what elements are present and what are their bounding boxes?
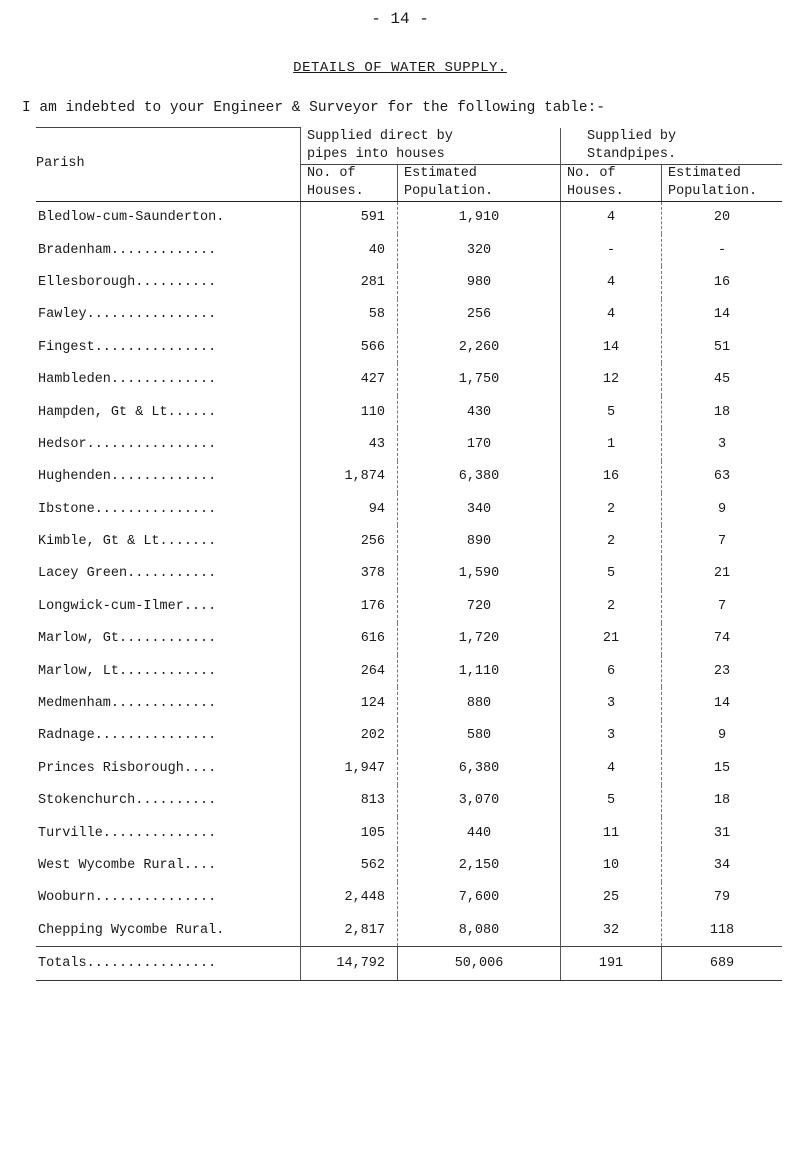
cell-standpipe-houses: 21	[561, 623, 662, 655]
cell-standpipe-population: 74	[662, 623, 783, 655]
cell-parish: Hambleden.............	[38, 372, 217, 388]
cell-direct-houses: 202	[301, 720, 398, 752]
cell-standpipe-houses: 4	[561, 201, 662, 234]
cell-direct-houses: 378	[301, 558, 398, 590]
cell-parish: Hughenden.............	[38, 469, 217, 485]
header-standpipe-group	[561, 128, 783, 165]
cell-standpipe-population: 45	[662, 363, 783, 395]
table-row	[36, 266, 782, 298]
table-row	[36, 201, 782, 234]
page-number: - 14 -	[371, 10, 429, 28]
header-standpipe-houses-line1: No. of	[567, 165, 616, 181]
cell-standpipe-population: -	[662, 234, 783, 266]
cell-direct-houses: 562	[301, 849, 398, 881]
cell-direct-population: 256	[398, 299, 561, 331]
cell-parish: Wooburn...............	[38, 890, 217, 906]
cell-direct-population: 980	[398, 266, 561, 298]
cell-direct-population: 1,910	[398, 201, 561, 234]
totals-direct-houses: 14,792	[301, 947, 398, 980]
cell-parish: Hedsor................	[38, 436, 217, 452]
table-body	[36, 201, 782, 980]
table-row	[36, 720, 782, 752]
table-row	[36, 914, 782, 947]
table-row	[36, 752, 782, 784]
table-row	[36, 817, 782, 849]
cell-parish: Fawley................	[38, 307, 217, 323]
cell-parish: West Wycombe Rural....	[38, 858, 217, 873]
header-direct-houses-line2: Houses.	[307, 183, 364, 199]
cell-direct-houses: 616	[301, 623, 398, 655]
cell-direct-population: 440	[398, 817, 561, 849]
cell-direct-population: 1,720	[398, 623, 561, 655]
cell-parish: Chepping Wycombe Rural.	[38, 922, 225, 938]
cell-parish: Turville..............	[38, 825, 217, 841]
cell-direct-houses: 566	[301, 331, 398, 363]
cell-direct-population: 170	[398, 428, 561, 460]
cell-direct-population: 580	[398, 720, 561, 752]
cell-standpipe-houses: 5	[561, 785, 662, 817]
table-row	[36, 396, 782, 428]
cell-standpipe-houses: 25	[561, 882, 662, 914]
cell-direct-population: 890	[398, 525, 561, 557]
header-parish	[36, 128, 301, 202]
header-standpipe-population	[662, 164, 783, 201]
cell-direct-houses: 124	[301, 687, 398, 719]
cell-direct-houses: 264	[301, 655, 398, 687]
cell-direct-houses: 40	[301, 234, 398, 266]
cell-direct-population: 2,260	[398, 331, 561, 363]
cell-direct-population: 7,600	[398, 882, 561, 914]
cell-direct-houses: 281	[301, 266, 398, 298]
cell-standpipe-population: 18	[662, 785, 783, 817]
cell-direct-houses: 1,947	[301, 752, 398, 784]
totals-standpipe-houses: 191	[561, 947, 662, 980]
cell-standpipe-houses: 6	[561, 655, 662, 687]
cell-standpipe-population: 9	[662, 493, 783, 525]
cell-direct-houses: 176	[301, 590, 398, 622]
table-row	[36, 623, 782, 655]
cell-standpipe-houses: 3	[561, 687, 662, 719]
table-row	[36, 785, 782, 817]
cell-parish: Bledlow-cum-Saunderton.	[38, 210, 225, 226]
cell-standpipe-houses: 10	[561, 849, 662, 881]
cell-direct-houses: 2,448	[301, 882, 398, 914]
cell-standpipe-population: 63	[662, 461, 783, 493]
cell-parish: Bradenham.............	[38, 242, 217, 258]
cell-parish: Marlow, Lt............	[38, 663, 217, 679]
cell-standpipe-population: 3	[662, 428, 783, 460]
cell-standpipe-houses: 2	[561, 493, 662, 525]
cell-standpipe-houses: 1	[561, 428, 662, 460]
cell-standpipe-population: 14	[662, 687, 783, 719]
cell-direct-population: 6,380	[398, 461, 561, 493]
cell-standpipe-population: 18	[662, 396, 783, 428]
totals-row	[36, 947, 782, 980]
table-row	[36, 461, 782, 493]
water-supply-table	[36, 127, 782, 981]
table-row	[36, 363, 782, 395]
cell-direct-houses: 256	[301, 525, 398, 557]
cell-standpipe-houses: 11	[561, 817, 662, 849]
cell-parish: Marlow, Gt............	[38, 631, 217, 647]
header-direct-houses-line1: No. of	[307, 165, 356, 181]
cell-direct-population: 3,070	[398, 785, 561, 817]
header-standpipe-houses	[561, 164, 662, 201]
cell-parish: Kimble, Gt & Lt.......	[38, 534, 217, 550]
cell-standpipe-houses: 12	[561, 363, 662, 395]
table-row	[36, 234, 782, 266]
cell-standpipe-population: 79	[662, 882, 783, 914]
header-direct-line1: Supplied direct by	[307, 128, 453, 144]
cell-standpipe-houses: 16	[561, 461, 662, 493]
table-row	[36, 590, 782, 622]
cell-direct-population: 880	[398, 687, 561, 719]
header-direct-population	[398, 164, 561, 201]
cell-direct-houses: 58	[301, 299, 398, 331]
cell-direct-population: 720	[398, 590, 561, 622]
table-row	[36, 849, 782, 881]
header-direct-population-line2: Population.	[404, 183, 494, 199]
cell-standpipe-houses: -	[561, 234, 662, 266]
cell-standpipe-population: 14	[662, 299, 783, 331]
cell-standpipe-population: 21	[662, 558, 783, 590]
cell-standpipe-population: 16	[662, 266, 783, 298]
cell-standpipe-population: 118	[662, 914, 783, 947]
intro-text: I am indebted to your Engineer & Surveyor for the following table:-	[22, 100, 605, 116]
cell-parish: Medmenham.............	[38, 696, 217, 712]
cell-direct-houses: 110	[301, 396, 398, 428]
cell-standpipe-population: 23	[662, 655, 783, 687]
cell-direct-population: 320	[398, 234, 561, 266]
cell-parish: Fingest...............	[38, 339, 217, 355]
cell-parish: Princes Risborough....	[38, 760, 217, 776]
table-row	[36, 493, 782, 525]
cell-direct-population: 1,590	[398, 558, 561, 590]
cell-direct-houses: 1,874	[301, 461, 398, 493]
cell-standpipe-population: 31	[662, 817, 783, 849]
cell-parish: Stokenchurch..........	[38, 793, 217, 809]
cell-direct-houses: 105	[301, 817, 398, 849]
header-direct-houses	[301, 164, 398, 201]
cell-parish: Radnage...............	[38, 728, 217, 744]
cell-direct-population: 2,150	[398, 849, 561, 881]
table-row	[36, 428, 782, 460]
table-row	[36, 558, 782, 590]
table-row	[36, 331, 782, 363]
cell-direct-population: 1,750	[398, 363, 561, 395]
cell-standpipe-houses: 32	[561, 914, 662, 947]
cell-parish: Hampden, Gt & Lt......	[38, 404, 217, 420]
header-standpipe-population-line2: Population.	[668, 183, 758, 199]
cell-standpipe-population: 20	[662, 201, 783, 234]
table-row	[36, 882, 782, 914]
cell-direct-houses: 427	[301, 363, 398, 395]
cell-direct-houses: 591	[301, 201, 398, 234]
table-row	[36, 299, 782, 331]
cell-standpipe-population: 7	[662, 590, 783, 622]
header-direct-population-line1: Estimated	[404, 165, 477, 181]
header-standpipe-population-line1: Estimated	[668, 165, 741, 181]
header-parish-label: Parish	[36, 156, 85, 172]
cell-direct-population: 430	[398, 396, 561, 428]
header-standpipe-houses-line2: Houses.	[567, 183, 624, 199]
cell-standpipe-population: 34	[662, 849, 783, 881]
cell-direct-population: 340	[398, 493, 561, 525]
cell-parish: Longwick-cum-Ilmer....	[38, 598, 217, 614]
cell-standpipe-houses: 3	[561, 720, 662, 752]
cell-direct-population: 6,380	[398, 752, 561, 784]
cell-standpipe-population: 9	[662, 720, 783, 752]
header-direct-group	[301, 128, 561, 165]
header-standpipe-line1: Supplied by	[587, 128, 677, 144]
cell-direct-houses: 94	[301, 493, 398, 525]
cell-standpipe-population: 15	[662, 752, 783, 784]
header-standpipe-line2: Standpipes.	[587, 146, 677, 162]
cell-direct-houses: 2,817	[301, 914, 398, 947]
cell-standpipe-population: 51	[662, 331, 783, 363]
cell-parish: Lacey Green...........	[38, 566, 217, 582]
cell-standpipe-houses: 4	[561, 299, 662, 331]
cell-parish: Ibstone...............	[38, 501, 217, 517]
totals-standpipe-population: 689	[662, 947, 783, 980]
table-row	[36, 655, 782, 687]
cell-standpipe-houses: 5	[561, 558, 662, 590]
cell-standpipe-population: 7	[662, 525, 783, 557]
page-heading: DETAILS OF WATER SUPPLY.	[293, 60, 507, 76]
cell-direct-population: 1,110	[398, 655, 561, 687]
totals-direct-population: 50,006	[398, 947, 561, 980]
cell-standpipe-houses: 5	[561, 396, 662, 428]
cell-standpipe-houses: 2	[561, 590, 662, 622]
table-row	[36, 687, 782, 719]
cell-direct-houses: 43	[301, 428, 398, 460]
cell-standpipe-houses: 2	[561, 525, 662, 557]
table-row	[36, 525, 782, 557]
header-direct-line2: pipes into houses	[307, 146, 445, 162]
totals-label: Totals................	[36, 947, 301, 980]
cell-parish: Ellesborough..........	[38, 274, 217, 290]
cell-direct-houses: 813	[301, 785, 398, 817]
cell-standpipe-houses: 4	[561, 266, 662, 298]
cell-standpipe-houses: 4	[561, 752, 662, 784]
cell-standpipe-houses: 14	[561, 331, 662, 363]
cell-direct-population: 8,080	[398, 914, 561, 947]
